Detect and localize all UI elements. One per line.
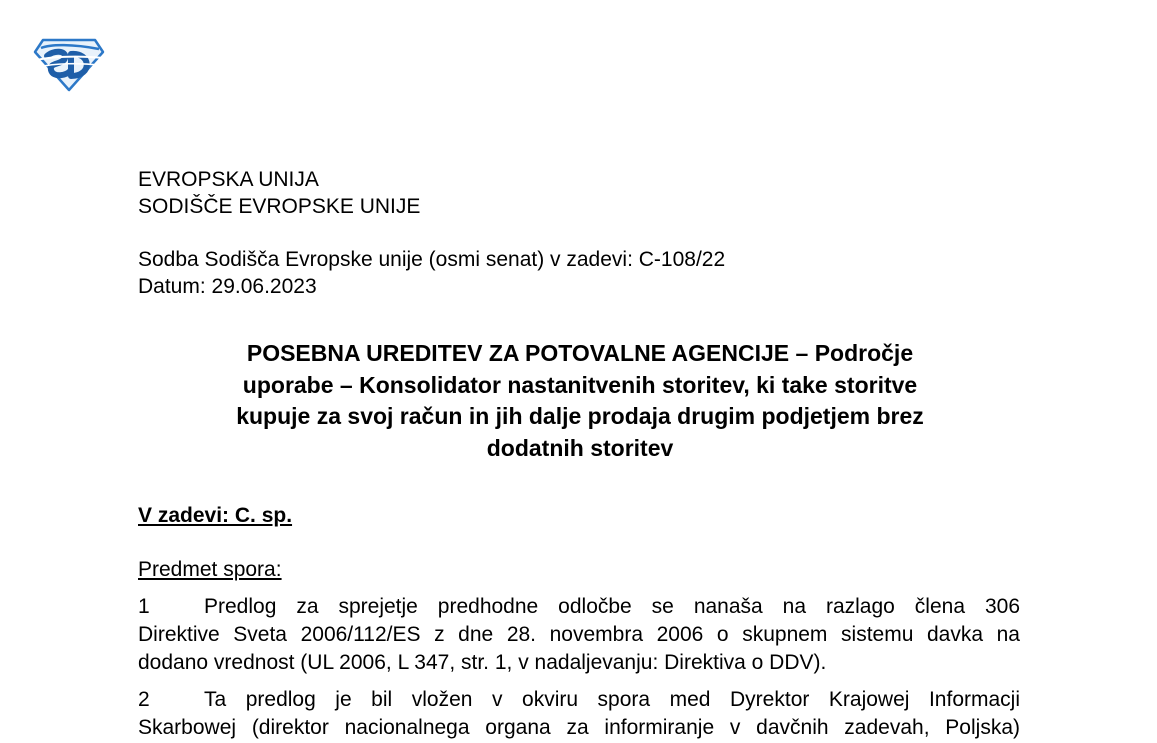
paragraph-text: Predlog za sprejetje predhodne odločbe se nanaša na razlago člena 306 bbox=[204, 595, 1020, 618]
paragraph-text: Ta predlog je bil vložen v okviru spora med Dyrektor Krajowej Informacji bbox=[204, 688, 1020, 711]
title-line: dodatnih storitev bbox=[486, 434, 674, 461]
paragraph-number: 2 bbox=[138, 688, 150, 711]
judgment-date: Datum: 29.06.2023 bbox=[138, 275, 317, 298]
paragraph-line: Direktive Sveta 2006/112/ES z dne 28. novembra 2006 o skupnem sistemu davka na bbox=[138, 623, 1020, 646]
paragraph-line: dodano vrednost (UL 2006, L 347, str. 1, v nadaljevanju: Direktiva o DDV). bbox=[138, 651, 827, 674]
in-case-heading: V zadevi: C. sp. bbox=[138, 504, 293, 527]
paragraph-line bbox=[138, 686, 1020, 714]
header-line-1: EVROPSKA UNIJA bbox=[138, 168, 319, 191]
subject-heading: Predmet spora: bbox=[138, 558, 282, 581]
title-line: uporabe – Konsolidator nastanitvenih storitev, ki take storitve bbox=[242, 371, 918, 398]
court-logo-icon bbox=[33, 36, 105, 92]
document-title bbox=[140, 338, 1020, 464]
title-line: POSEBNA UREDITEV ZA POTOVALNE AGENCIJE – Področje bbox=[246, 340, 914, 366]
header-line-2: SODIŠČE EVROPSKE UNIJE bbox=[138, 195, 421, 218]
title-line: kupuje za svoj račun in jih dalje prodaja drugim podjetjem brez bbox=[236, 403, 924, 429]
paragraph-number: 1 bbox=[138, 595, 150, 618]
paragraph-line bbox=[138, 593, 1020, 621]
paragraph-2 bbox=[138, 686, 1020, 742]
paragraph-1 bbox=[138, 593, 1020, 677]
paragraph-line: Skarbowej (direktor nacionalnega organa za informiranje v davčnih zadevah, Poljska) bbox=[138, 716, 1020, 739]
judgment-reference: Sodba Sodišča Evropske unije (osmi senat) v zadevi: C-108/22 bbox=[138, 248, 726, 271]
